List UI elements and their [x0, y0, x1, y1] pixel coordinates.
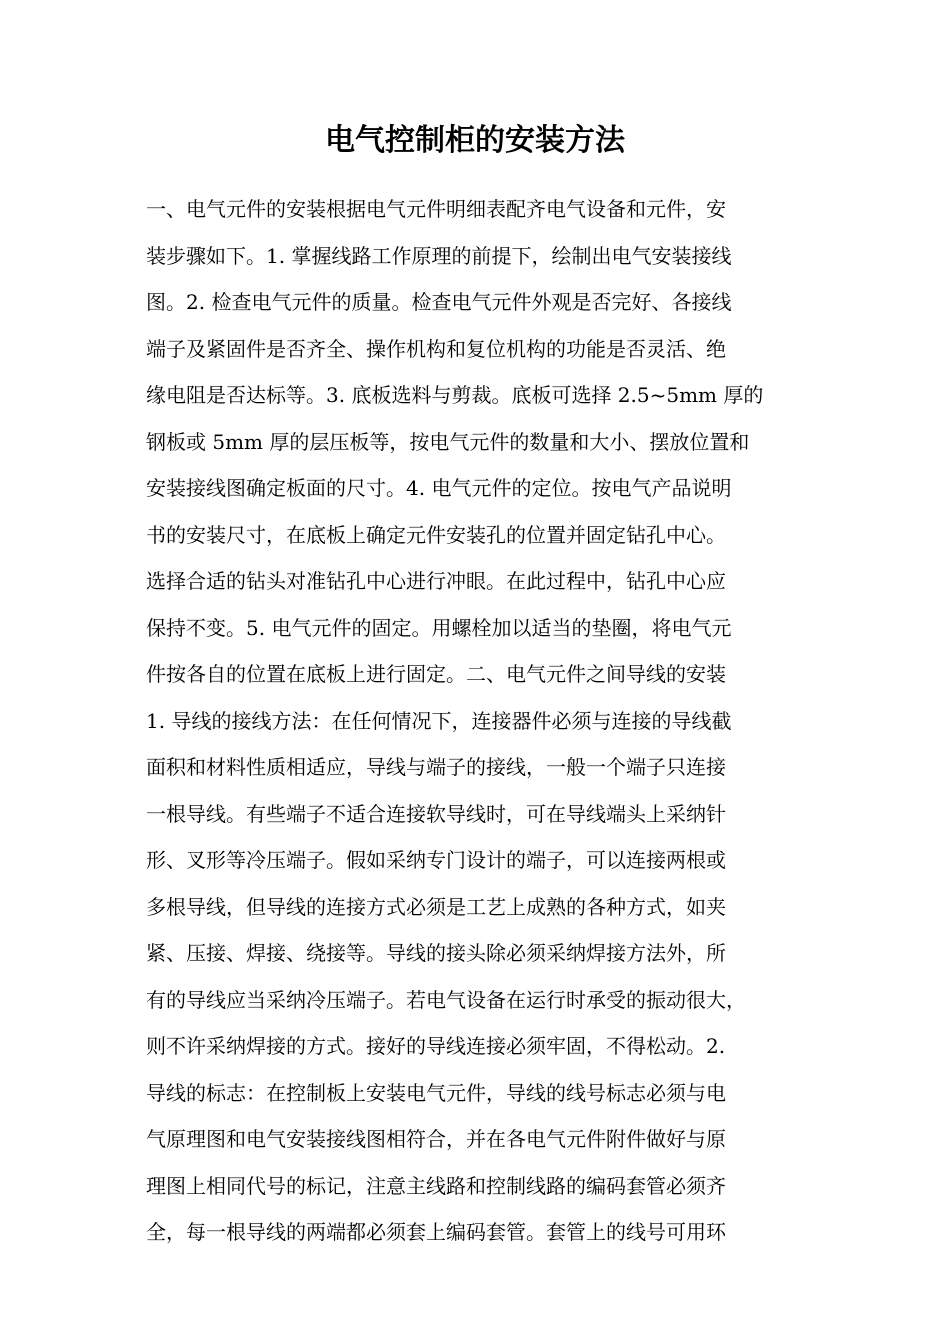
- body-line-23: 全，每一根导线的两端都必须套上编码套管。套管上的线号可用环: [146, 1220, 726, 1244]
- body-line-3: 图。2. 检查电气元件的质量。检查电气元件外观是否完好、各接线: [146, 290, 732, 314]
- body-line-10: 保持不变。5. 电气元件的固定。用螺栓加以适当的垫圈，将电气元: [146, 615, 732, 640]
- body-line-4: 端子及紧固件是否齐全、操作机构和复位机构的功能是否灵活、绝: [146, 336, 726, 361]
- body-line-20: 导线的标志：在控制板上安装电气元件，导线的线号标志必须与电: [146, 1080, 726, 1105]
- body-line-8: 书的安装尺寸，在底板上确定元件安装孔的位置并固定钻孔中心。: [146, 522, 726, 547]
- body-line-21: 气原理图和电气安装接线图相符合，并在各电气元件附件做好与原: [146, 1127, 726, 1151]
- body-line-7: 安装接线图确定板面的尺寸。4. 电气元件的定位。按电气产品说明: [146, 476, 732, 500]
- body-line-11: 件按各自的位置在底板上进行固定。二、电气元件之间导线的安装: [146, 662, 726, 686]
- body-line-22: 理图上相同代号的标记，注意主线路和控制线路的编码套管必须齐: [146, 1173, 726, 1198]
- body-line-17: 紧、压接、焊接、绕接等。导线的接头除必须采纳焊接方法外，所: [146, 941, 726, 965]
- body-line-13: 面积和材料性质相适应，导线与端子的接线，一般一个端子只连接: [146, 755, 726, 779]
- document-title: 电气控制柜的安装方法: [325, 123, 625, 158]
- body-line-1: 一、电气元件的安装根据电气元件明细表配齐电气设备和元件，安: [146, 197, 726, 221]
- document-body: [146, 186, 826, 1256]
- body-line-6: 钢板或 5mm 厚的层压板等，按电气元件的数量和大小、摆放位置和: [146, 429, 750, 454]
- body-line-15: 形、叉形等冷压端子。假如采纳专门设计的端子，可以连接两根或: [146, 848, 726, 872]
- body-line-19: 则不许采纳焊接的方式。接好的导线连接必须牢固，不得松动。2.: [146, 1034, 726, 1058]
- body-line-18: 有的导线应当采纳冷压端子。若电气设备在运行时承受的振动很大，: [146, 987, 746, 1012]
- body-line-5: 缘电阻是否达标等。3. 底板选料与剪裁。底板可选择 2.5~5mm 厚的: [146, 383, 764, 407]
- body-line-9: 选择合适的钻头对准钻孔中心进行冲眼。在此过程中，钻孔中心应: [146, 569, 726, 593]
- body-line-12: 1. 导线的接线方法：在任何情况下，连接器件必须与连接的导线截: [146, 708, 732, 733]
- body-line-2: 装步骤如下。1. 掌握线路工作原理的前提下，绘制出电气安装接线: [146, 243, 732, 268]
- body-line-16: 多根导线，但导线的连接方式必须是工艺上成熟的各种方式，如夹: [146, 894, 726, 919]
- body-line-14: 一根导线。有些端子不适合连接软导线时，可在导线端头上采纳针: [146, 801, 726, 826]
